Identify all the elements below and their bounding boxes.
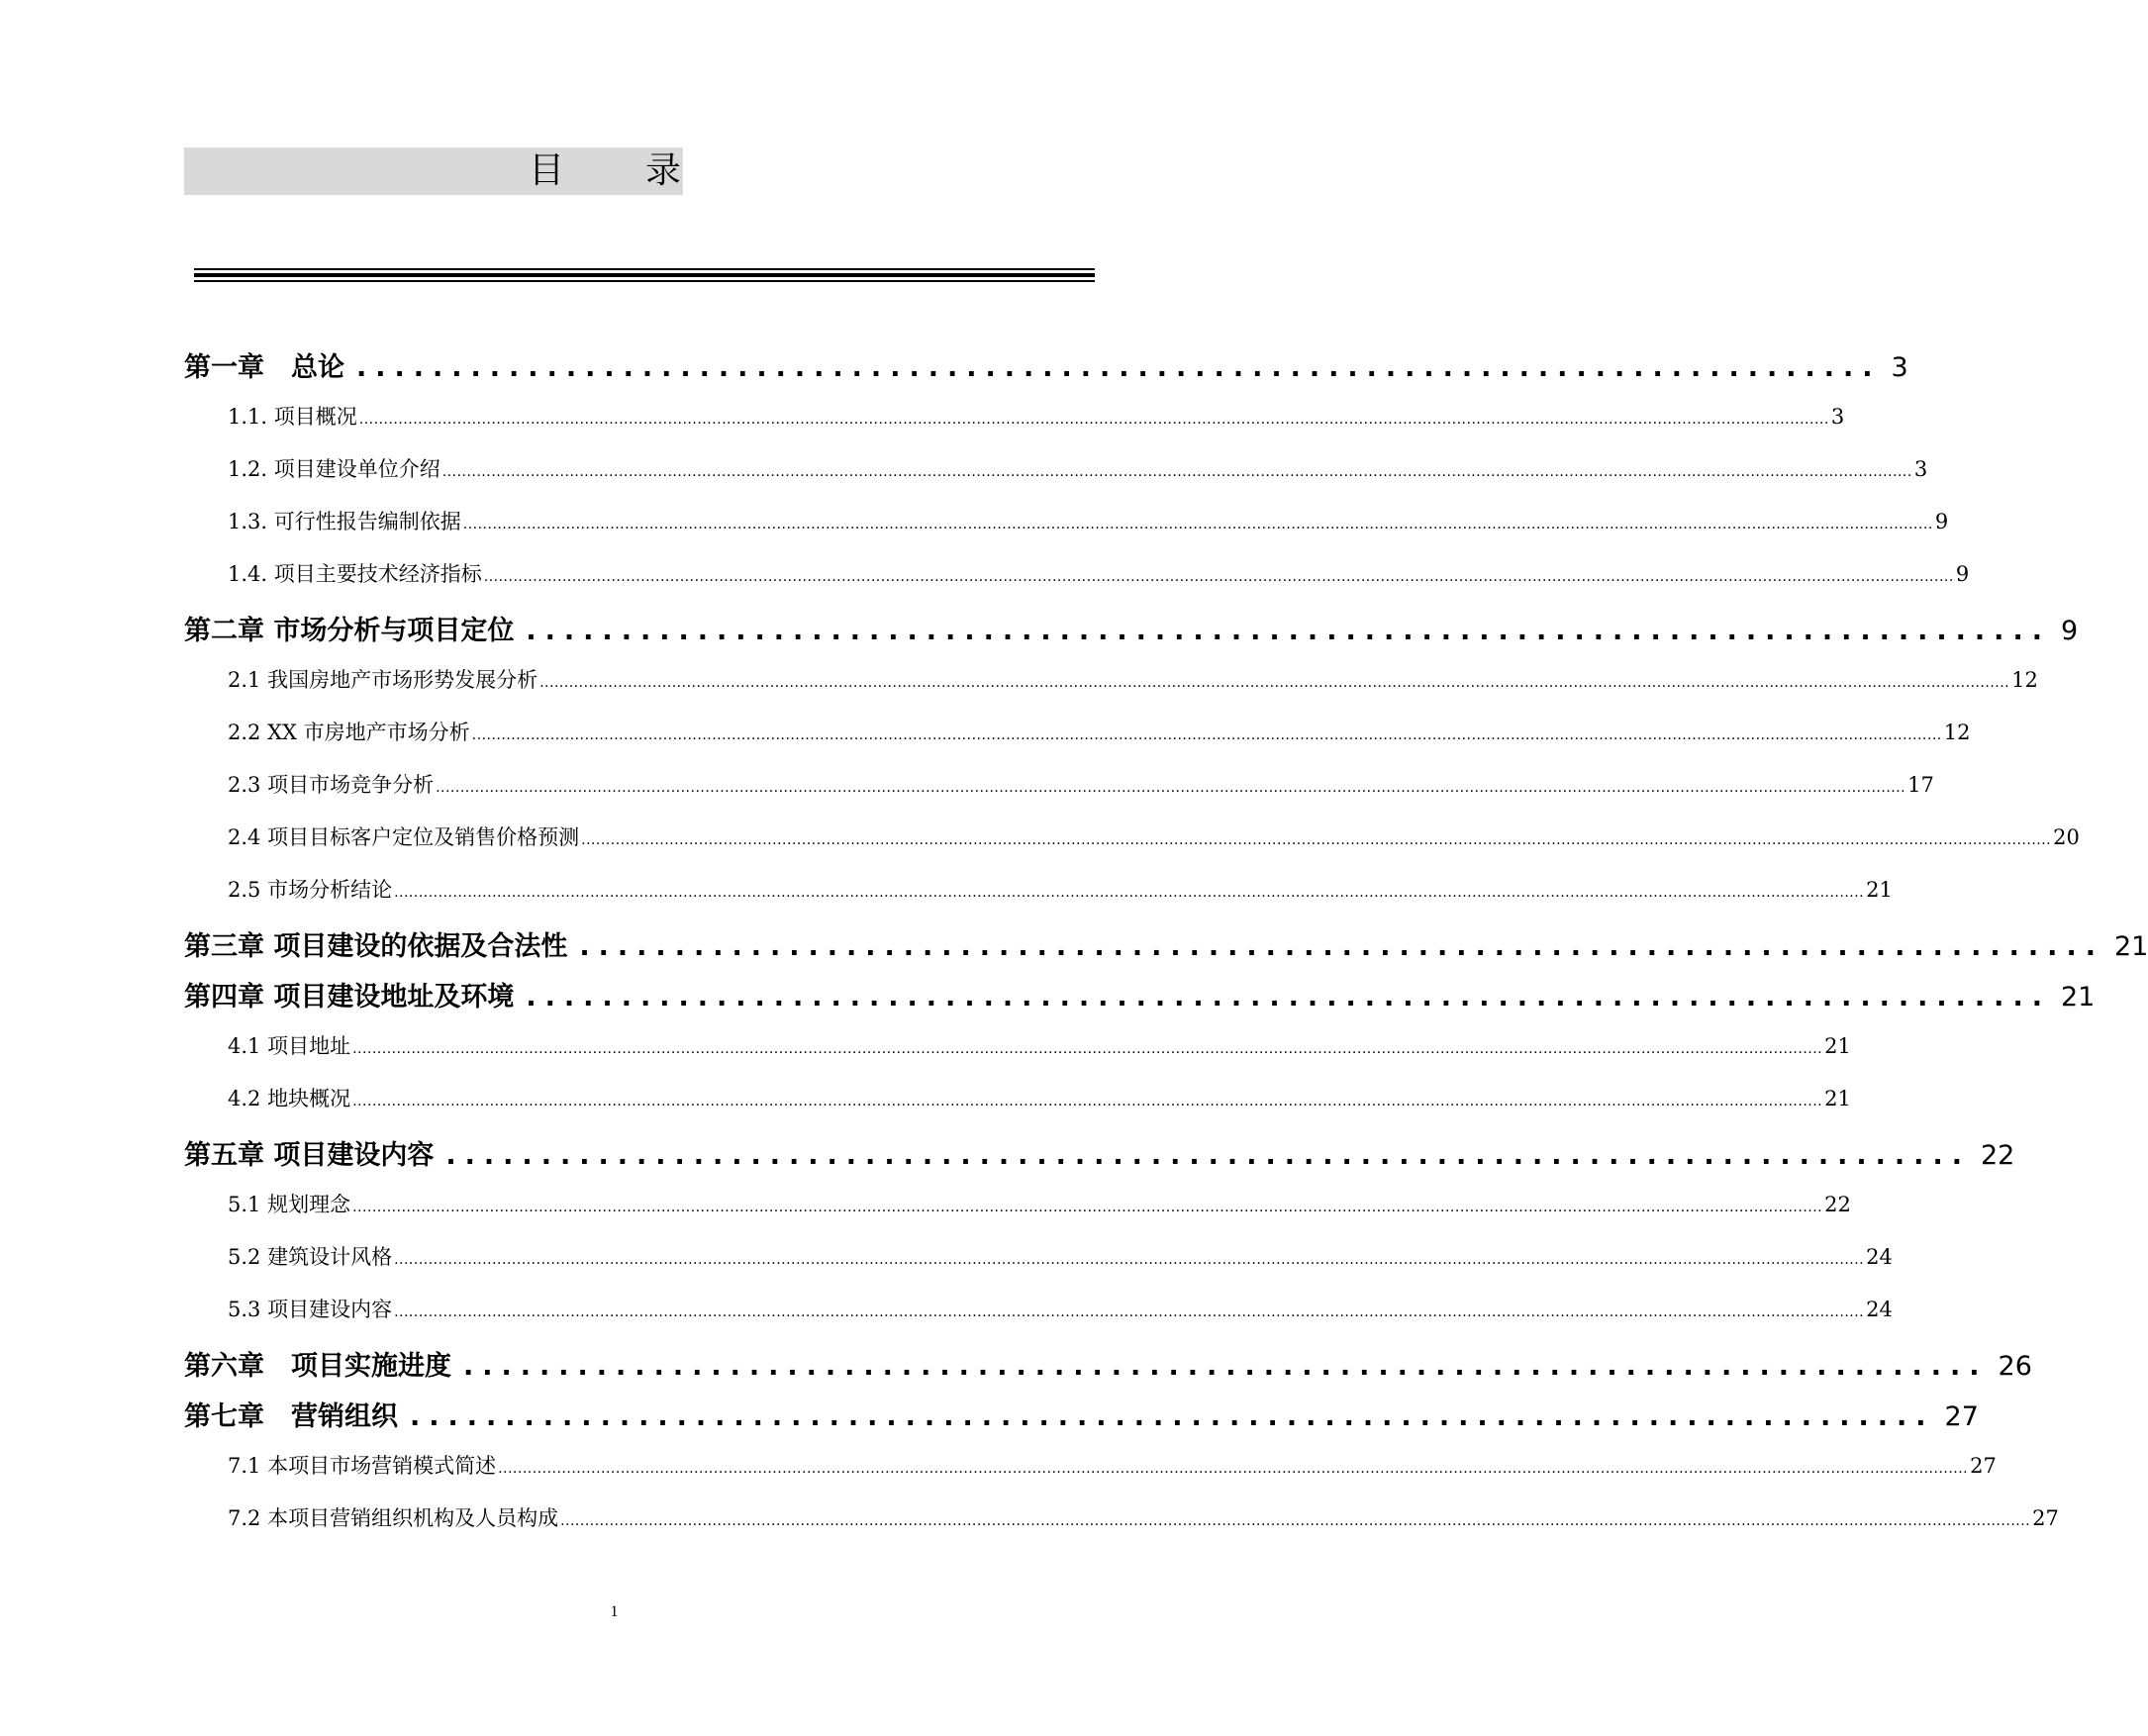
title-divider-line <box>194 273 1095 277</box>
toc-entry-label: 7.2 本项目营销组织机构及人员构成 <box>228 1506 559 1530</box>
toc-dot-leader: ............................................................................................................................................................................................................................................................................................................ <box>352 1200 1823 1215</box>
toc-entry-label: 第一章 总论 <box>184 352 344 383</box>
toc-entry-label: 1.1. 项目概况 <box>228 405 357 429</box>
toc-page-number: 9 <box>1955 562 1970 586</box>
title-divider-line <box>194 268 1095 270</box>
toc-section-entry[interactable] <box>228 1189 1851 1218</box>
toc-dot-leader: ............................................................................................................................................................................................................................................................................................................ <box>394 1252 1865 1268</box>
toc-chapter-entry[interactable] <box>184 975 2096 1014</box>
toc-section-entry[interactable] <box>228 506 1949 535</box>
toc-page-number: 21 <box>1824 1087 1851 1110</box>
toc-dot-leader: ............................................................................................................................................................................................................................................................................................................ <box>581 832 2052 848</box>
toc-dot-leader: ............................................................................................................................................................................................................................................................................................................ <box>483 569 1954 585</box>
toc-chapter-entry[interactable] <box>184 1133 2015 1173</box>
toc-dot-leader: ................................................................................ <box>410 1401 1935 1432</box>
toc-page-number: 22 <box>1980 1140 2015 1171</box>
toc-section-entry[interactable] <box>228 769 1934 799</box>
toc-page-number: 12 <box>2011 668 2038 692</box>
toc-page-number: 17 <box>1907 773 1934 797</box>
toc-entry-label: 1.4. 项目主要技术经济指标 <box>228 562 482 586</box>
toc-page-number: 27 <box>1970 1454 1997 1478</box>
toc-chapter-entry[interactable] <box>184 609 2079 648</box>
toc-page-number: 27 <box>1944 1401 1979 1432</box>
toc-page-number: 20 <box>2053 825 2080 849</box>
toc-title <box>529 147 683 195</box>
toc-page-number: 12 <box>1943 721 1971 744</box>
toc-section-entry[interactable] <box>228 401 1845 431</box>
toc-page-number: 24 <box>1866 1298 1893 1321</box>
toc-section-entry[interactable] <box>228 453 1928 483</box>
toc-dot-leader: ............................................................................................................................................................................................................................................................................................................ <box>436 780 1906 796</box>
toc-page-number: 3 <box>1913 457 1928 481</box>
toc-dot-leader: ............................................................................................................................................................................................................................................................................................................ <box>539 675 2010 691</box>
toc-entry-label: 1.3. 可行性报告编制依据 <box>228 510 461 533</box>
toc-page-number: 9 <box>1934 510 1949 533</box>
toc-page-number: 21 <box>1866 878 1893 902</box>
toc-section-entry[interactable] <box>228 1030 1851 1060</box>
toc-dot-leader: ................................................................................ <box>445 1140 1971 1171</box>
toc-entry-label: 5.1 规划理念 <box>228 1193 351 1216</box>
toc-dot-leader: ................................................................................ <box>579 931 2104 962</box>
toc-entry-label: 第六章 项目实施进度 <box>184 1351 451 1382</box>
toc-section-entry[interactable] <box>228 821 2080 851</box>
toc-entry-label: 2.1 我国房地产市场形势发展分析 <box>228 668 538 692</box>
toc-section-entry[interactable] <box>228 1502 2059 1532</box>
toc-entry-label: 2.4 项目目标客户定位及销售价格预测 <box>228 825 580 849</box>
toc-entry-label: 第三章 项目建设的依据及合法性 <box>184 931 568 962</box>
toc-section-entry[interactable] <box>228 558 1970 588</box>
toc-entry-label: 1.2. 项目建设单位介绍 <box>228 457 440 481</box>
toc-page-number: 9 <box>2060 616 2079 646</box>
toc-page-number: 3 <box>1830 405 1845 429</box>
toc-dot-leader: ............................................................................................................................................................................................................................................................................................................ <box>352 1094 1823 1109</box>
toc-entry-label: 2.5 市场分析结论 <box>228 878 393 902</box>
toc-title-bar <box>184 147 683 195</box>
toc-page-number: 21 <box>2113 931 2148 962</box>
toc-entry-label: 第五章 项目建设内容 <box>184 1140 435 1171</box>
toc-entry-label: 第二章 市场分析与项目定位 <box>184 616 515 646</box>
toc-page-number: 24 <box>1866 1245 1893 1269</box>
toc-entry-label: 2.2 XX 市房地产市场分析 <box>228 721 470 744</box>
toc-entry-label: 4.2 地块概况 <box>228 1087 351 1110</box>
toc-section-entry[interactable] <box>228 874 1893 904</box>
toc-entry-label: 第七章 营销组织 <box>184 1401 398 1432</box>
toc-dot-leader: ................................................................................ <box>526 982 2051 1013</box>
toc-section-entry[interactable] <box>228 1083 1851 1112</box>
toc-entry-label: 第四章 项目建设地址及环境 <box>184 982 515 1013</box>
toc-dot-leader: ............................................................................................................................................................................................................................................................................................................ <box>441 464 1912 480</box>
toc-entry-label: 2.3 项目市场竞争分析 <box>228 773 435 797</box>
toc-dot-leader: ................................................................................ <box>356 352 1882 383</box>
toc-section-entry[interactable] <box>228 717 1971 746</box>
toc-dot-leader: ................................................................................ <box>526 616 2051 646</box>
toc-entry-label: 4.1 项目地址 <box>228 1034 351 1058</box>
toc-chapter-entry[interactable] <box>184 1395 1979 1434</box>
page-number: 1 <box>610 1603 619 1620</box>
toc-section-entry[interactable] <box>228 1241 1893 1271</box>
toc-chapter-entry[interactable] <box>184 345 1908 385</box>
toc-dot-leader: ............................................................................................................................................................................................................................................................................................................ <box>394 885 1865 901</box>
toc-section-entry[interactable] <box>228 1294 1893 1323</box>
toc-entry-label: 7.1 本项目市场营销模式简述 <box>228 1454 497 1478</box>
toc-title-char-1: 目 <box>528 150 564 191</box>
toc-page-number: 21 <box>2060 982 2096 1013</box>
toc-chapter-entry[interactable] <box>184 924 2148 964</box>
title-divider-line <box>194 280 1095 282</box>
toc-page-number: 26 <box>1998 1351 2032 1382</box>
toc-chapter-entry[interactable] <box>184 1344 2032 1384</box>
toc-section-entry[interactable] <box>228 1450 1997 1480</box>
toc-dot-leader: ............................................................................................................................................................................................................................................................................................................ <box>394 1304 1865 1320</box>
toc-dot-leader: ............................................................................................................................................................................................................................................................................................................ <box>498 1461 1969 1477</box>
toc-entry-label: 5.2 建筑设计风格 <box>228 1245 393 1269</box>
toc-entry-label: 5.3 项目建设内容 <box>228 1298 393 1321</box>
toc-dot-leader: ............................................................................................................................................................................................................................................................................................................ <box>358 412 1829 428</box>
toc-dot-leader: ............................................................................................................................................................................................................................................................................................................ <box>462 517 1933 532</box>
toc-page-number: 3 <box>1891 352 1908 383</box>
toc-dot-leader: ............................................................................................................................................................................................................................................................................................................ <box>352 1041 1823 1057</box>
toc-title-char-2: 录 <box>644 150 681 191</box>
toc-page-number: 27 <box>2032 1506 2059 1530</box>
toc-section-entry[interactable] <box>228 664 2038 694</box>
toc-page-number: 21 <box>1824 1034 1851 1058</box>
toc-page-number: 22 <box>1824 1193 1851 1216</box>
toc-dot-leader: ............................................................................................................................................................................................................................................................................................................ <box>471 727 1942 743</box>
toc-dot-leader: ............................................................................................................................................................................................................................................................................................................ <box>560 1513 2031 1529</box>
toc-dot-leader: ................................................................................ <box>463 1351 1989 1382</box>
